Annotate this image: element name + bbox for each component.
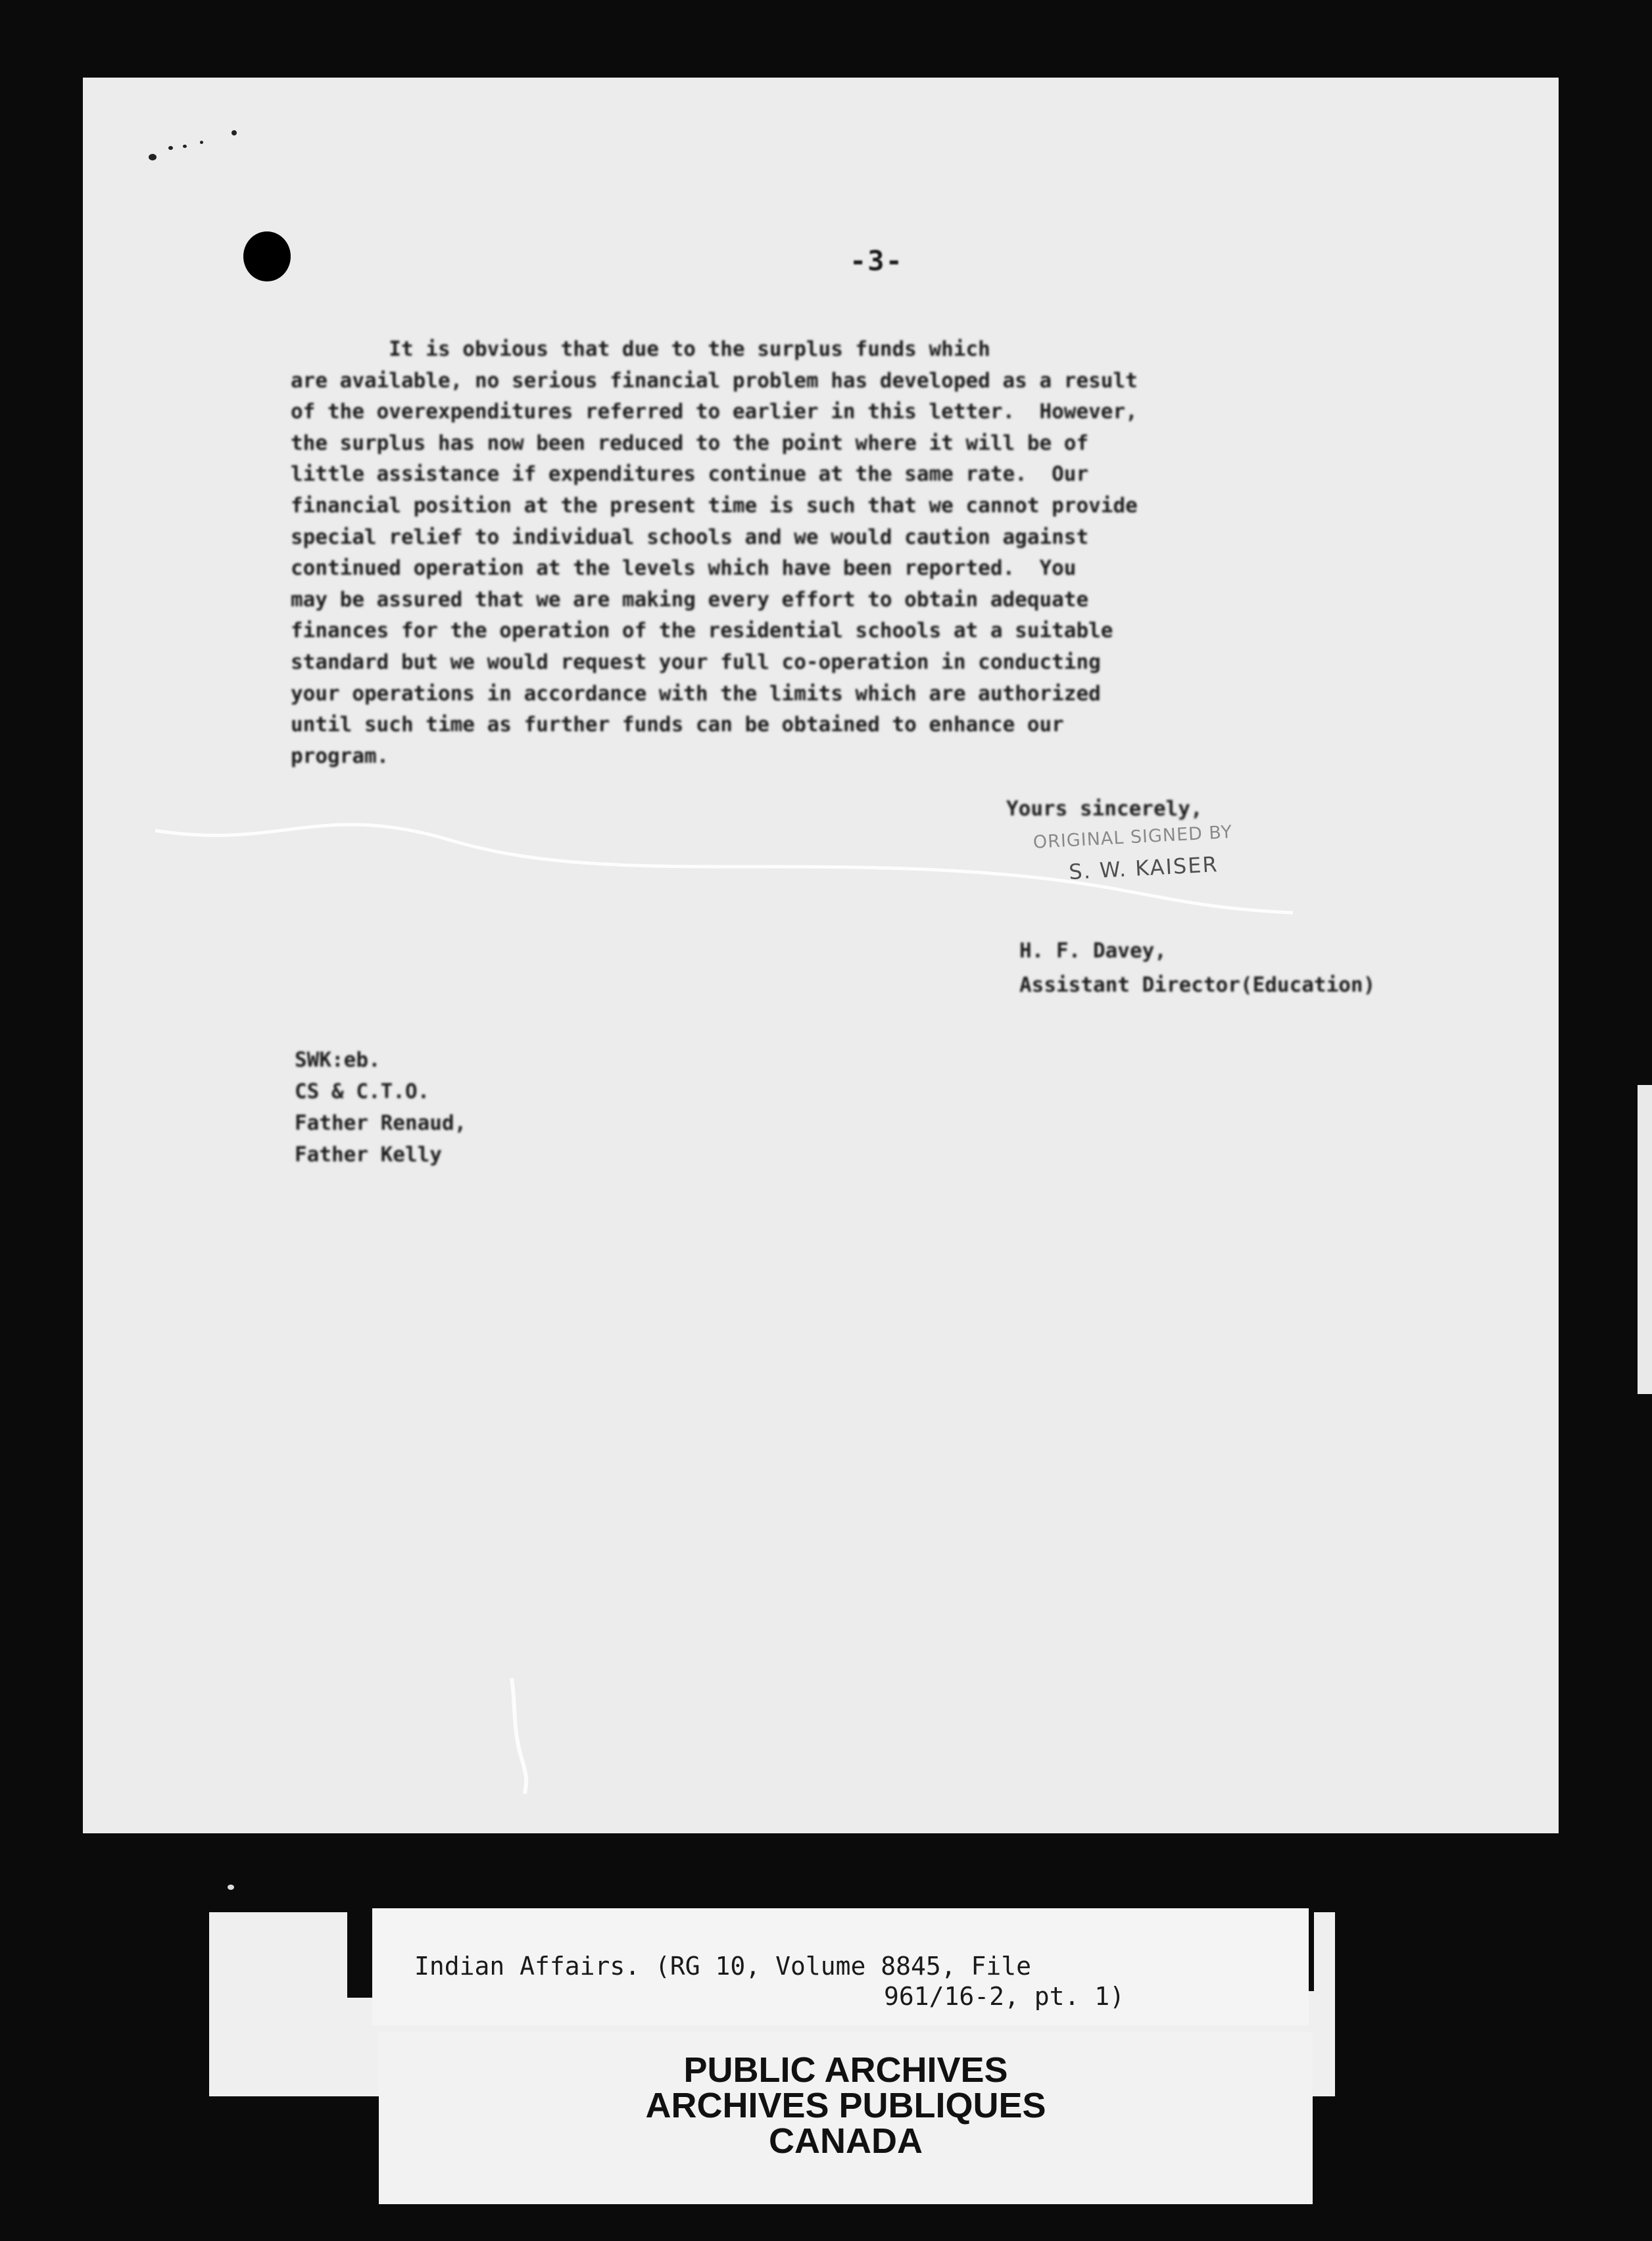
body-line: It is obvious that due to the surplus funds which (291, 337, 990, 361)
speck (228, 1885, 234, 1890)
specks (146, 125, 251, 204)
signer-block (1019, 934, 1375, 1002)
body-line: may be assured that we are making every effort to obtain adequate (291, 587, 1089, 612)
stamp-line-1: ORIGINAL SIGNED BY (1032, 822, 1233, 853)
body-line: special relief to individual schools and we would caution against (291, 525, 1089, 549)
signer-name: H. F. Davey, (1019, 939, 1167, 963)
body-line: little assistance if expenditures continue at the same rate. Our (291, 462, 1089, 487)
body-line: until such time as further funds can be obtained to enhance our (291, 713, 1064, 737)
archive-name-en: PUBLIC ARCHIVES (683, 2050, 1008, 2090)
body-line: of the overexpenditures referred to earlier in this letter. However, (291, 400, 1138, 424)
scratch-mark (506, 1677, 533, 1795)
body-line: financial position at the present time is such that we cannot provide (291, 493, 1138, 518)
archive-reference-line-2: 961/16-2, pt. 1) (884, 1982, 1125, 2011)
archive-country: CANADA (769, 2121, 923, 2161)
body-line: program. (291, 744, 389, 768)
page-number: -3- (850, 245, 904, 277)
letter-body (291, 334, 1396, 772)
reference-initials (295, 1044, 466, 1170)
body-line: finances for the operation of the residential schools at a suitable (291, 619, 1113, 643)
reference-line: SWK:eb. (295, 1048, 381, 1072)
archive-name-fr: ARCHIVES PUBLIQUES (645, 2086, 1046, 2125)
body-line: continued operation at the levels which have been reported. You (291, 556, 1077, 581)
edge-strip (1638, 1085, 1652, 1394)
body-line: are available, no serious financial problem has developed as a result (291, 368, 1138, 393)
signature-stamp (1024, 804, 1291, 903)
signer-title: Assistant Director(Education) (1019, 973, 1376, 997)
reference-line: Father Renaud, (295, 1111, 467, 1135)
stamp-line-2: S. W. KAISER (1068, 852, 1219, 885)
punch-hole (243, 231, 291, 281)
reference-line: CS & C.T.O. (295, 1080, 430, 1103)
body-line: the surplus has now been reduced to the point where it will be of (291, 431, 1089, 455)
reference-line: Father Kelly (295, 1143, 442, 1167)
archive-reference-line-1: Indian Affairs. (RG 10, Volume 8845, File (414, 1952, 1031, 1981)
closing-salutation: Yours sincerely, (1006, 797, 1203, 821)
body-line: standard but we would request your full co-operation in conducting (291, 650, 1101, 674)
body-line: your operations in accordance with the limits which are authorized (291, 681, 1101, 706)
